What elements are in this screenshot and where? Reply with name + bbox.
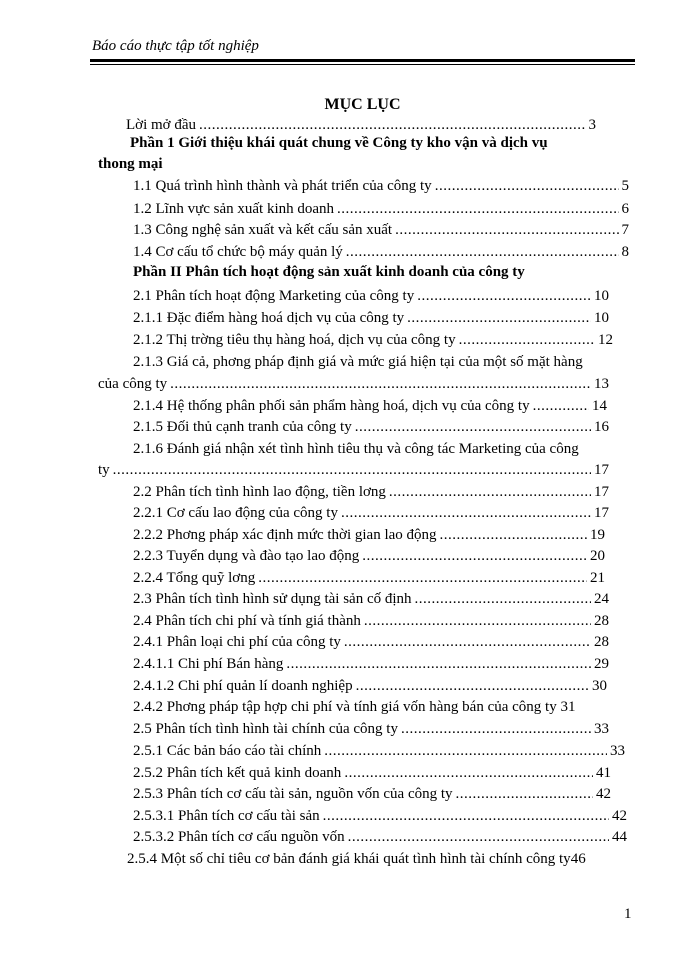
toc-entry-page: 14 — [592, 398, 607, 414]
toc-entry-label: 2.1.5 Đối thủ cạnh tranh của công ty — [133, 419, 352, 435]
toc-entry[interactable] — [133, 287, 609, 305]
toc-entry-page: 46 — [570, 851, 586, 867]
toc-entry-label: 1.4 Cơ cấu tổ chức bộ máy quản lý — [133, 244, 343, 260]
toc-entry-label: 1.1 Quá trình hình thành và phát triển của công ty — [133, 178, 432, 194]
toc-entry[interactable] — [133, 243, 629, 261]
header-rule-thin — [90, 64, 635, 65]
dot-leader — [356, 677, 589, 695]
toc-entry-label: 2.5.3 Phân tích cơ cấu tài sản, nguồn vốn của công ty — [133, 786, 453, 802]
toc-part-heading: Phần II Phân tích hoạt động sản xuất kinh doanh của công ty — [133, 264, 525, 280]
toc-entry-label-line1: 2.1.3 Giá cả, phơng pháp định giá và mức giá hiện tại của một số mặt hàng — [133, 354, 583, 370]
toc-entry-label: 2.4.1.2 Chi phí quản lí doanh nghiệp — [133, 678, 353, 694]
toc-part-heading: Phần 1 Giới thiệu khái quát chung về Công ty kho vận và dịch vụ — [130, 135, 548, 151]
toc-entry[interactable] — [133, 177, 629, 195]
toc-entry[interactable] — [133, 397, 607, 415]
toc-entry-page: 33 — [610, 743, 625, 759]
toc-entry-page: 17 — [594, 484, 609, 500]
toc-entry[interactable] — [133, 807, 627, 825]
dot-leader — [286, 655, 591, 673]
toc-entry[interactable] — [133, 309, 609, 327]
dot-leader — [533, 397, 589, 415]
toc-entry[interactable] — [133, 633, 609, 651]
toc-entry-page: 10 — [594, 288, 609, 304]
toc-entry-page: 10 — [594, 310, 609, 326]
toc-entry-label: 2.4.1.1 Chi phí Bán hàng — [133, 656, 284, 672]
toc-entry[interactable] — [133, 200, 629, 218]
toc-entry[interactable] — [133, 828, 627, 846]
page-number: 1 — [624, 906, 632, 922]
dot-leader — [323, 807, 609, 825]
toc-entry[interactable] — [133, 331, 613, 349]
toc-entry-page: 42 — [612, 808, 627, 824]
toc-entry-label: 2.4 Phân tích chi phí và tính giá thành — [133, 613, 361, 629]
toc-entry-page: 31 — [560, 699, 576, 715]
toc-entry-page: 5 — [621, 178, 629, 194]
toc-entry-label: 2.5.3.2 Phân tích cơ cấu nguồn vốn — [133, 829, 345, 845]
toc-entry-page: 19 — [590, 527, 605, 543]
toc-entry-page: 41 — [596, 765, 611, 781]
toc-entry[interactable] — [127, 850, 586, 868]
toc-entry-label: 2.3 Phân tích tình hình sử dụng tài sản cố định — [133, 591, 412, 607]
toc-entry-label: 2.4.1 Phân loại chi phí của công ty — [133, 634, 341, 650]
toc-entry-label: 2.4.2 Phơng pháp tập hợp chi phí và tính giá vốn hàng bán của công ty — [133, 699, 557, 715]
toc-entry[interactable] — [133, 590, 609, 608]
dot-leader — [456, 785, 593, 803]
toc-entry-page: 7 — [621, 222, 629, 238]
toc-entry-label: 2.5 Phân tích tình hình tài chính của công ty — [133, 721, 398, 737]
toc-entry-label: của công ty — [98, 376, 168, 392]
toc-entry[interactable] — [98, 375, 609, 393]
toc-part-heading-cont: thong mại — [98, 156, 163, 172]
toc-entry[interactable] — [133, 677, 607, 695]
dot-leader — [346, 243, 619, 261]
toc-entry-label: 2.2.4 Tổng quỹ lơng — [133, 570, 256, 586]
toc-entry-label: 2.1.1 Đặc điểm hàng hoá dịch vụ của công ty — [133, 310, 405, 326]
toc-entry-page: 17 — [594, 505, 609, 521]
toc-entry-label: 2.2.1 Cơ cấu lao động của công ty — [133, 505, 338, 521]
dot-leader — [337, 200, 618, 218]
dot-leader — [417, 287, 591, 305]
dot-leader — [355, 418, 591, 436]
dot-leader — [344, 633, 591, 651]
dot-leader — [435, 177, 619, 195]
dot-leader — [401, 720, 591, 738]
toc-entry-page: 13 — [594, 376, 609, 392]
toc-entry-page: 28 — [594, 634, 609, 650]
dot-leader — [348, 828, 609, 846]
toc-entry-label: 2.2.2 Phơng pháp xác định mức thời gian lao động — [133, 527, 437, 543]
toc-entry-page: 44 — [612, 829, 627, 845]
dot-leader — [258, 569, 587, 587]
toc-entry-page: 21 — [590, 570, 605, 586]
toc-entry[interactable] — [133, 742, 625, 760]
toc-entry-label: 2.5.1 Các bản báo cáo tài chính — [133, 743, 322, 759]
toc-entry-label: 1.2 Lĩnh vực sản xuất kinh doanh — [133, 201, 335, 217]
toc-entry[interactable] — [133, 698, 575, 716]
dot-leader — [364, 612, 591, 630]
dot-leader — [170, 375, 591, 393]
toc-entry-label: 2.5.4 Một số chỉ tiêu cơ bản đánh giá khái quát tình hình tài chính công ty — [127, 851, 571, 867]
toc-entry-page: 28 — [594, 613, 609, 629]
toc-entry-page: 16 — [594, 419, 609, 435]
toc-entry-label: Lời mở đầu — [126, 117, 197, 133]
toc-entry[interactable] — [133, 785, 611, 803]
toc-entry[interactable] — [133, 764, 611, 782]
toc-entry[interactable] — [133, 221, 629, 239]
dot-leader — [341, 504, 591, 522]
toc-entry[interactable] — [133, 547, 605, 565]
toc-entry[interactable] — [133, 655, 609, 673]
toc-entry[interactable] — [133, 504, 609, 522]
running-header: Báo cáo thực tập tốt nghiệp — [92, 38, 259, 54]
toc-entry-page: 3 — [588, 117, 596, 133]
dot-leader — [415, 590, 591, 608]
toc-entry[interactable] — [126, 116, 596, 134]
toc-entry[interactable] — [133, 483, 609, 501]
toc-entry-label: 2.1.2 Thị trờng tiêu thụ hàng hoá, dịch vụ của công ty — [133, 332, 456, 348]
toc-entry-page: 33 — [594, 721, 609, 737]
dot-leader — [324, 742, 607, 760]
toc-entry-label-line1: 2.1.6 Đánh giá nhận xét tình hình tiêu thụ và công tác Marketing của công — [133, 441, 579, 457]
toc-entry[interactable] — [133, 720, 609, 738]
dot-leader — [362, 547, 587, 565]
toc-entry-label: 2.5.3.1 Phân tích cơ cấu tài sản — [133, 808, 320, 824]
dot-leader — [407, 309, 591, 327]
toc-entry-label: 2.5.2 Phân tích kết quả kinh doanh — [133, 765, 342, 781]
toc-entry-page: 29 — [594, 656, 609, 672]
toc-entry-page: 42 — [596, 786, 611, 802]
dot-leader — [199, 116, 585, 134]
toc-entry-label: 2.2 Phân tích tình hình lao động, tiền lơng — [133, 484, 386, 500]
dot-leader — [440, 526, 587, 544]
toc-entry-page: 12 — [598, 332, 613, 348]
dot-leader — [389, 483, 591, 501]
toc-entry-label: 2.1 Phân tích hoạt động Marketing của công ty — [133, 288, 415, 304]
toc-entry-label: 1.3 Công nghệ sản xuất và kết cấu sản xuất — [133, 222, 393, 238]
toc-entry-page: 24 — [594, 591, 609, 607]
toc-entry-page: 8 — [621, 244, 629, 260]
dot-leader — [344, 764, 593, 782]
dot-leader — [395, 221, 618, 239]
toc-entry-page: 30 — [592, 678, 607, 694]
toc-entry[interactable] — [133, 569, 605, 587]
dot-leader — [459, 331, 595, 349]
dot-leader — [113, 461, 591, 479]
toc-entry[interactable] — [133, 612, 609, 630]
toc-entry[interactable] — [133, 418, 609, 436]
toc-entry[interactable] — [133, 526, 605, 544]
toc-entry-label: 2.1.4 Hệ thống phân phối sản phẩm hàng hoá, dịch vụ của công ty — [133, 398, 530, 414]
toc-entry-page: 6 — [621, 201, 629, 217]
toc-entry-page: 20 — [590, 548, 605, 564]
toc-entry-label: 2.2.3 Tuyển dụng và đào tạo lao động — [133, 548, 360, 564]
toc-entry-page: 17 — [594, 462, 609, 478]
toc-entry-label: ty — [98, 462, 110, 478]
page-title: MỤC LỤC — [324, 96, 401, 113]
header-rule-thick — [90, 59, 635, 62]
toc-entry[interactable] — [98, 461, 609, 479]
